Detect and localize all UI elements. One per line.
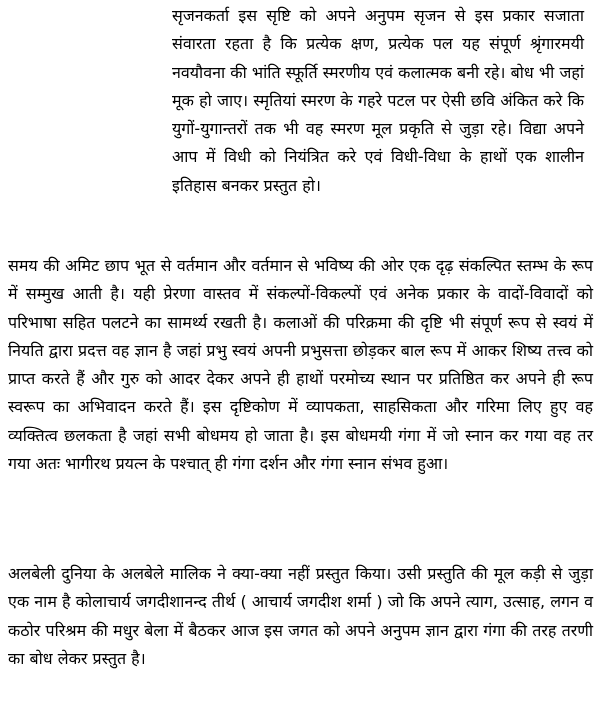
paragraph-1: सृजनकर्ता इस सृष्टि को अपने अनुपम सृजन से इस प्रकार सजाता संवारता रहता है कि प्रत्येक क्षण, प्रत्येक पल यह संपूर्ण श्रृंगारमयी नवयौवना की भांति स्फूर्ति स्मरणीय एवं कलात्मक बनी रहे। बोध भी जहां मूक हो जाए। स्मृतियां स्मरण के गहरे पटल पर ऐसी छवि अंकित करे कि युगों-युगान्तरों तक भी वह स्मरण मूल प्रकृति से जुड़ा रहे। विद्या अपने आप में विधी को नियंत्रित करे एवं विधी-विधा के हाथों एक शालीन इतिहास बनकर प्रस्तुत हो। [172,6,584,195]
paragraph-2: समय की अमिट छाप भूत से वर्तमान और वर्तमान से भविष्य की ओर एक दृढ़ संकल्पित स्तम्भ के रूप में सम्मुख आती है। यही प्रेरणा वास्तव में संकल्पों-विकल्पों एवं अनेक प्रकार के वादों-विवादों को परिभाषा सहित पलटने का सामर्थ्य रखती है। कलाओं की परिक्रमा की दृष्टि भी संपूर्ण रूप से स्वयं में नियति द्वारा प्रदत्त वह ज्ञान है जहां प्रभु स्वयं अपनी प्रभुसत्ता छोड़कर बाल रूप में आकर शिष्य तत्त्व को प्राप्त करते हैं और गुरु को आदर देकर अपने ही हाथों परमोच्य स्थान पर प्रतिष्ठित कर अपने ही रूप स्वरूप का अभिवादन करते हैं। इस दृष्टिकोण में व्यापकता, साहसिकता और गरिमा लिए हुए वह व्यक्तित्व छलकता है जहां सभी बोधमय हो जाता है। इस बोधमयी गंगा में जो स्नान कर गया वह तर गया अतः भागीरथ प्रयत्न के पश्चात् ही गंगा दर्शन और गंगा स्नान संभव हुआ। [8,256,593,474]
paragraph-3: अलबेली दुनिया के अलबेले मालिक ने क्या-क्या नहीं प्रस्तुत किया। उसी प्रस्तुति की मूल कड़ी से जुड़ा एक नाम है कोलाचार्य जगदीशानन्द तीर्थ ( आचार्य जगदीश शर्मा ) जो कि अपने त्याग, उत्साह, लगन व कठोर परिश्रम की मधुर बेला में बैठकर आज इस जगत को अपने अनुपम ज्ञान द्वारा गंगा की तरह तरणी का बोध लेकर प्रस्तुत है। [8,564,593,668]
